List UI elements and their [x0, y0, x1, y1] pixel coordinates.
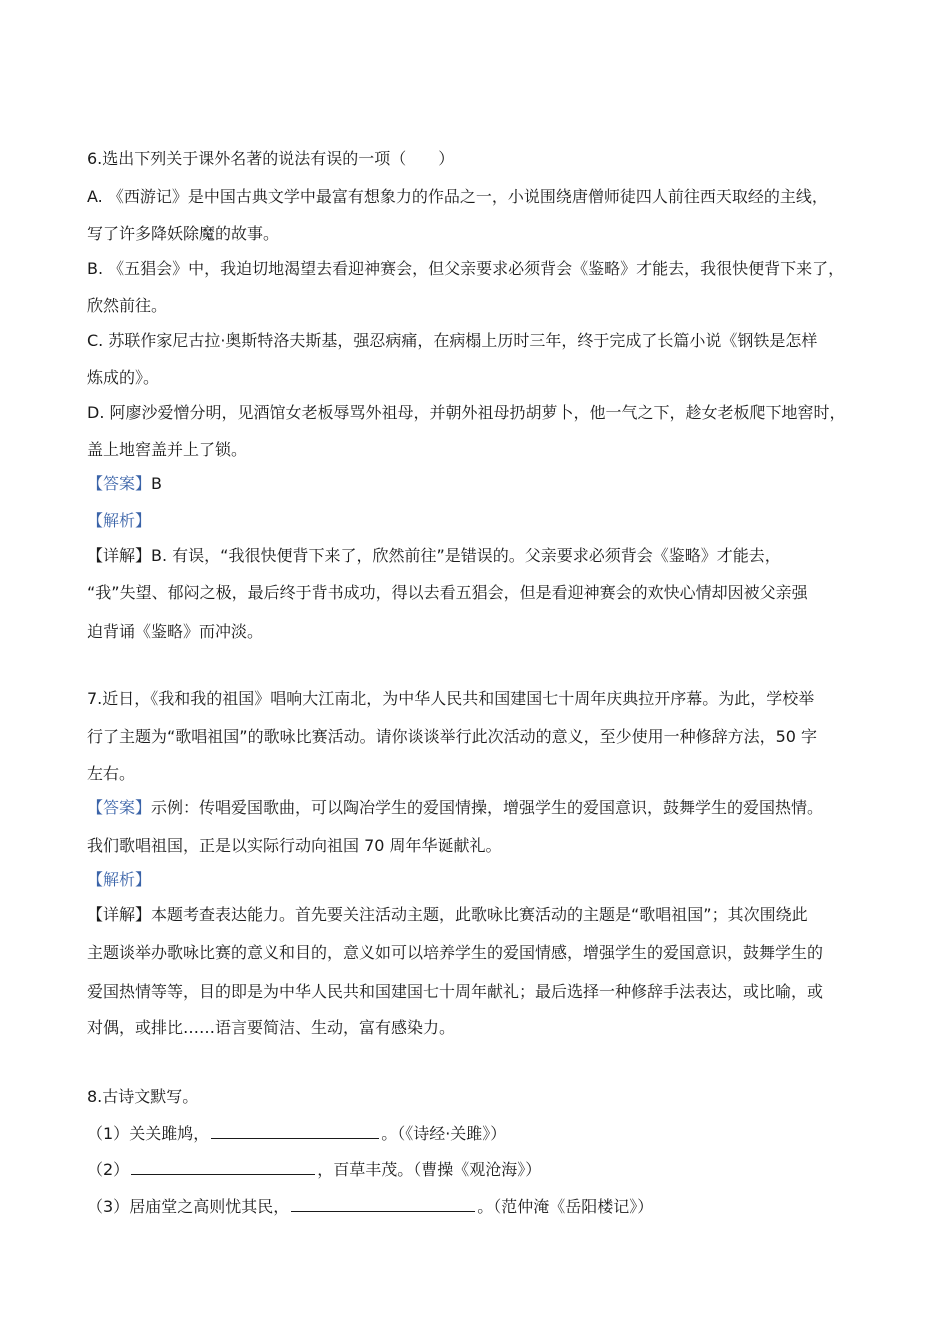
q6-detail-line2: “我”失望、郁闷之极，最后终于背书成功，得以去看五猖会，但是看迎神赛会的欢快心情却因被父亲强 [87, 583, 808, 602]
q6-detail-line1 [87, 546, 870, 566]
detail-tag: 【详解】 [87, 546, 152, 565]
fill-blank[interactable] [131, 1158, 315, 1175]
answer-tag: 【答案】 [87, 798, 152, 817]
q8-item-2 [87, 1158, 870, 1180]
q7-analysis-tag: 【解析】 [87, 870, 152, 889]
q7-answer-line1 [87, 798, 870, 818]
answer-tag: 【答案】 [87, 474, 152, 493]
item-text-after: 。（范仲淹《岳阳楼记》） [477, 1197, 654, 1216]
q7-answer-text-1: 示例：传唱爱国歌曲，可以陶冶学生的爱国情操，增强学生的爱国意识，鼓舞学生的爱国热情。 [151, 798, 824, 817]
q6-stem: 6.选出下列关于课外名著的说法有误的一项（ ） [87, 149, 455, 168]
item-number: （1） [87, 1124, 130, 1143]
q6-answer-line [87, 474, 870, 494]
item-number: （2） [87, 1160, 130, 1179]
q6-option-d-line2: 盖上地窖盖并上了锁。 [87, 440, 248, 459]
q7-answer-line2: 我们歌唱祖国，正是以实际行动向祖国 70 周年华诞献礼。 [87, 836, 502, 855]
q7-stem-line2: 行了主题为“歌唱祖国”的歌咏比赛活动。请你谈谈举行此次活动的意义，至少使用一种修辞方法，50 字 [87, 727, 818, 746]
q6-option-a-line2: 写了许多降妖除魔的故事。 [87, 224, 280, 243]
q8-stem: 8.古诗文默写。 [87, 1087, 199, 1106]
fill-blank[interactable] [291, 1195, 475, 1212]
item-text-after: ，百草丰茂。（曹操《观沧海》） [317, 1160, 542, 1179]
q7-detail-line2: 主题谈举办歌咏比赛的意义和目的，意义如可以培养学生的爱国情感，增强学生的爱国意识，鼓舞学生的 [87, 943, 824, 962]
item-text-after: 。（《诗经·关雎》） [381, 1124, 507, 1143]
q7-stem-line3: 左右。 [87, 764, 136, 783]
fill-blank[interactable] [211, 1122, 379, 1139]
item-text-before: 居庙堂之高则忧其民， [129, 1197, 290, 1216]
q7-detail-text-1: 本题考查表达能力。首先要关注活动主题，此歌咏比赛活动的主题是“歌唱祖国”；其次围绕此 [151, 905, 808, 924]
detail-tag: 【详解】 [87, 905, 152, 924]
item-text-before: 关关雎鸠， [129, 1124, 210, 1143]
q6-option-b-line1: B. 《五猖会》中，我迫切地渴望去看迎神赛会，但父亲要求必须背会《鉴略》才能去，我很快便背下来了， [87, 259, 845, 278]
q8-item-3 [87, 1195, 870, 1217]
q6-option-c-line1: C. 苏联作家尼古拉·奥斯特洛夫斯基，强忍病痛，在病榻上历时三年，终于完成了长篇小说《钢铁是怎样 [87, 331, 818, 350]
q6-detail-line3: 迫背诵《鉴略》而冲淡。 [87, 622, 264, 641]
q8-item-1 [87, 1122, 870, 1144]
q6-option-a-line1: A. 《西游记》是中国古典文学中最富有想象力的作品之一，小说围绕唐僧师徒四人前往西天取经的主线， [87, 187, 828, 206]
q6-option-b-line2: 欣然前往。 [87, 296, 168, 315]
q7-detail-line4: 对偶，或排比……语言要简洁、生动，富有感染力。 [87, 1018, 456, 1037]
q6-detail-text-1: B. 有误，“我很快便背下来了，欣然前往”是错误的。父亲要求必须背会《鉴略》才能去， [151, 546, 781, 565]
q6-option-c-line2: 炼成的》。 [87, 368, 160, 387]
q6-answer: B [151, 474, 162, 493]
item-number: （3） [87, 1197, 130, 1216]
q7-detail-line3: 爱国热情等等，目的即是为中华人民共和国建国七十周年献礼；最后选择一种修辞手法表达，或比喻，或 [87, 982, 824, 1001]
q6-analysis-tag: 【解析】 [87, 511, 152, 530]
q7-stem-line1: 7.近日，《我和我的祖国》唱响大江南北，为中华人民共和国建国七十周年庆典拉开序幕。为此，学校举 [87, 689, 815, 708]
q7-detail-line1 [87, 905, 870, 925]
q6-option-d-line1: D. 阿廖沙爱憎分明，见酒馆女老板辱骂外祖母，并朝外祖母扔胡萝卜，他一气之下，趁女老板爬下地窖时， [87, 403, 846, 422]
